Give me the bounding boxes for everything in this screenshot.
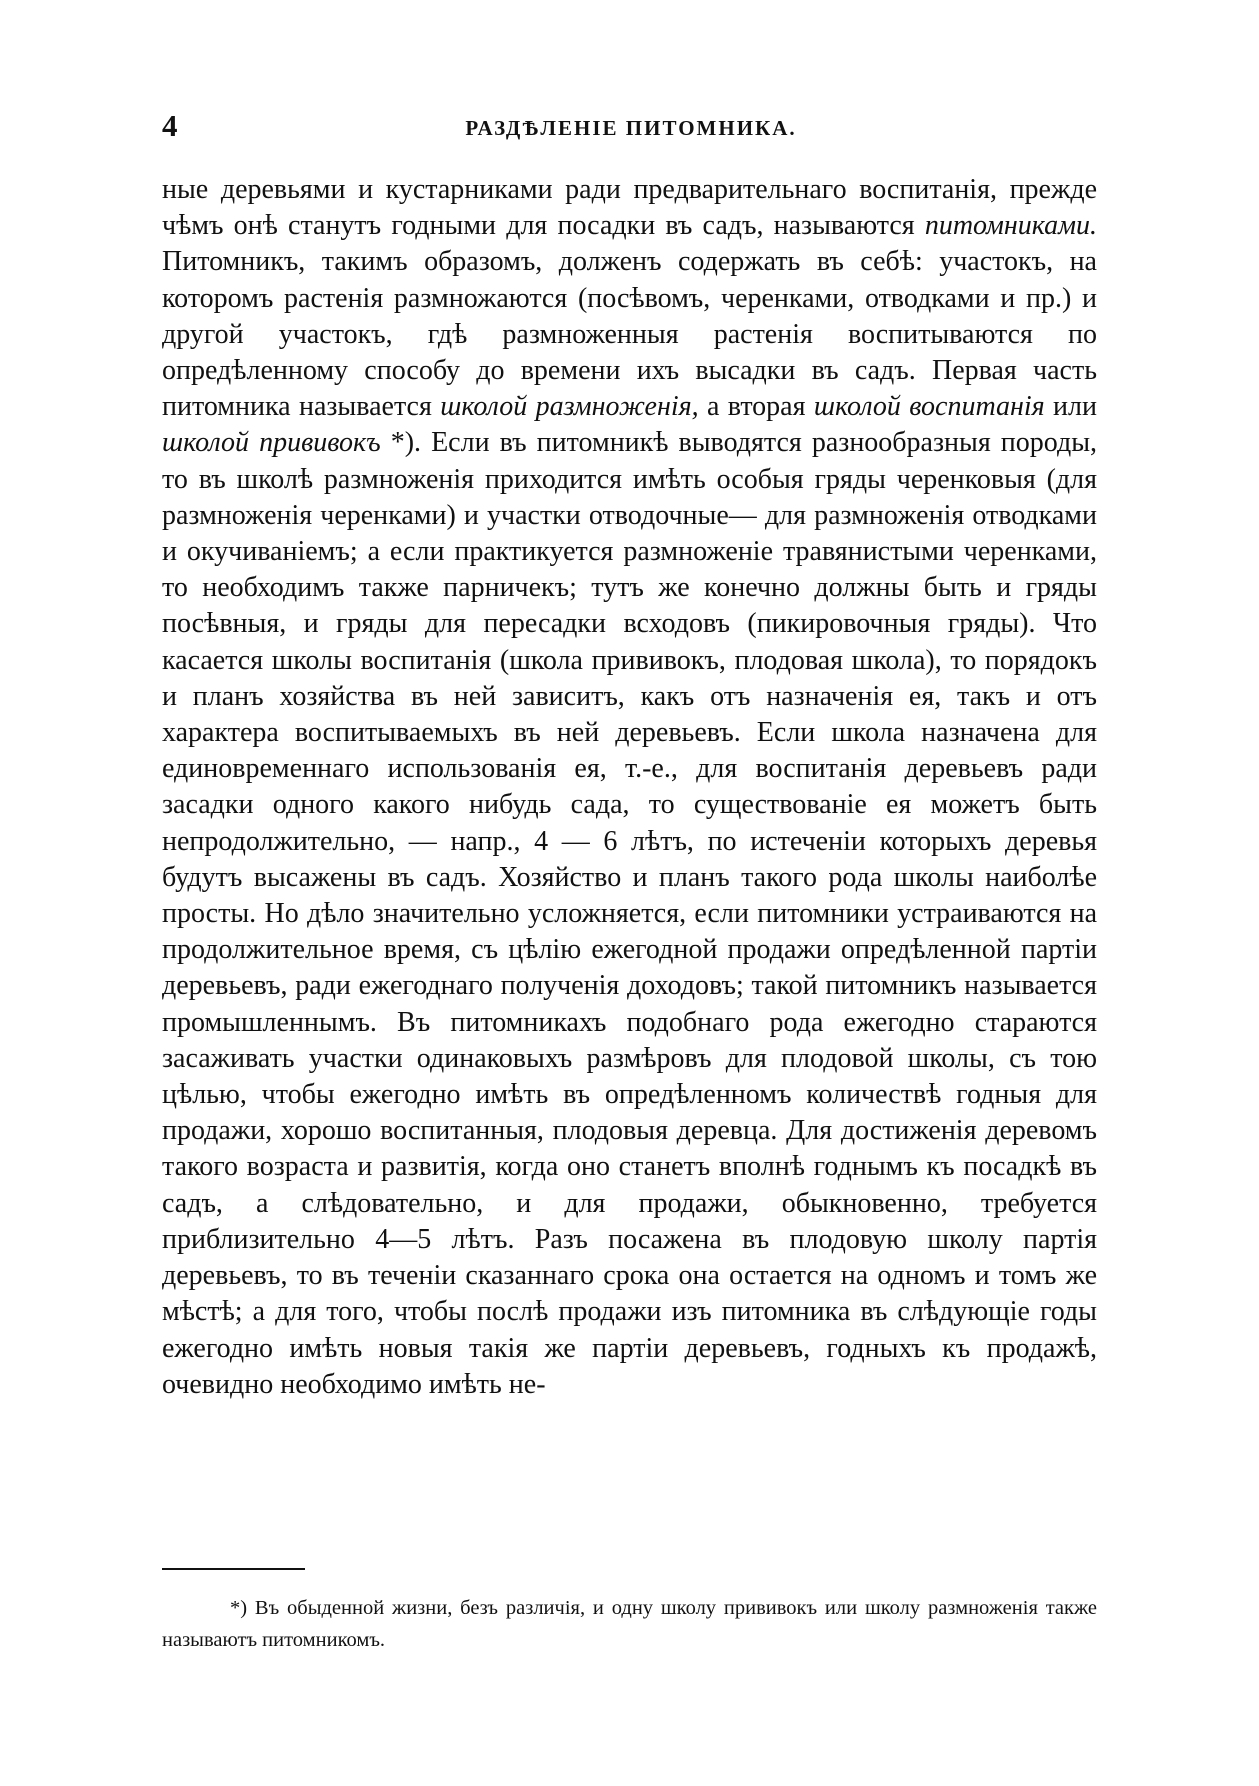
body-paragraph bbox=[162, 172, 1097, 1403]
running-header bbox=[162, 108, 1100, 148]
italic-term-shkola-privivok: школой прививокъ bbox=[162, 427, 381, 459]
body-text-segment: *). Если въ питомникѣ выводятся разнообразныя породы, то въ школѣ размноженія приходится имѣть особыя гряды черенковыя (для размноженія черенками) и участки отводочные— для размноженія отводками и окучиваніемъ; а если практикуется размноженіе травянистыми черенками, то необходимъ также парничекъ; тутъ же конечно должны быть и гряды посѣвныя, и гряды для пересадки всходовъ (пикировочныя гряды). Что касается школы воспитанія (школа прививокъ, плодовая школа), то порядокъ и планъ хозяйства въ ней зависитъ, какъ отъ назначенія ея, такъ и отъ характера воспитываемыхъ въ ней деревьевъ. Если школа назначена для единовременнаго использованія ея, т.-е., для воспитанія деревьевъ ради засадки одного какого нибудь сада, то существованіе ея можетъ быть непродолжительно, — напр., 4 — 6 лѣтъ, по истеченіи которыхъ деревья будутъ высажены въ садъ. Хозяйство и планъ такого рода школы наиболѣе просты. Но дѣло значительно усложняется, если питомники устраиваются на продолжительное время, съ цѣлію ежегодной продажи опредѣленной партіи деревьевъ, ради ежегоднаго полученія доходовъ; такой питомникъ называется промышленнымъ. Въ питомникахъ подобнаго рода ежегодно стараются засаживать участки одинаковыхъ размѣровъ для плодовой школы, съ тою цѣлью, чтобы ежегодно имѣть въ опредѣленномъ количествѣ годныя для продажи, хорошо воспитанныя, плодовыя деревца. Для достиженія деревомъ такого возраста и развитія, когда оно станетъ вполнѣ годнымъ къ посадкѣ въ садъ, а слѣдовательно, и для продажи, обыкновенно, требуется приблизительно 4—5 лѣтъ. Разъ посажена въ плодовую школу партія деревьевъ, то въ теченіи сказаннаго срока она остается на одномъ и томъ же мѣстѣ; а для того, чтобы послѣ продажи изъ питомника въ слѣдующіе годы ежегодно имѣть новыя такія же партіи деревьевъ, годныхъ къ продажѣ, очевидно необходимо имѣть не- bbox=[162, 427, 1098, 1400]
body-text-segment: ные деревьями и кустарниками ради предварительнаго воспитанія, прежде чѣмъ онѣ станутъ годными для посадки въ садъ, называются bbox=[162, 174, 1097, 242]
body-text-segment: Питомникъ, такимъ образомъ, долженъ содержать въ себѣ: участокъ, на которомъ растенія размножаются (посѣвомъ, черенками, отводками и пр.) и другой участокъ, гдѣ размноженныя растенія воспитываются по опредѣленному способу до времени ихъ высадки въ садъ. Первая часть питомника называется bbox=[162, 246, 1097, 423]
footnote: *) Въ обыденной жизни, безъ различія, и одну школу прививокъ или школу размноженія также называютъ питомникомъ. bbox=[162, 1597, 1097, 1651]
italic-term-shkola-vospitaniya: школой воспитанія bbox=[813, 391, 1045, 423]
body-text-segment: а вторая bbox=[698, 391, 814, 423]
italic-term-shkola-razmnozheniya: школой размноженія, bbox=[440, 391, 699, 423]
italic-term-pitomniki: питомниками. bbox=[924, 210, 1097, 242]
footnote-divider bbox=[162, 1568, 305, 1570]
body-text-segment: или bbox=[1044, 391, 1097, 423]
page-number: 4 bbox=[162, 108, 178, 143]
running-title: РАЗДѢЛЕНІЕ ПИТОМНИКА. bbox=[465, 116, 797, 140]
